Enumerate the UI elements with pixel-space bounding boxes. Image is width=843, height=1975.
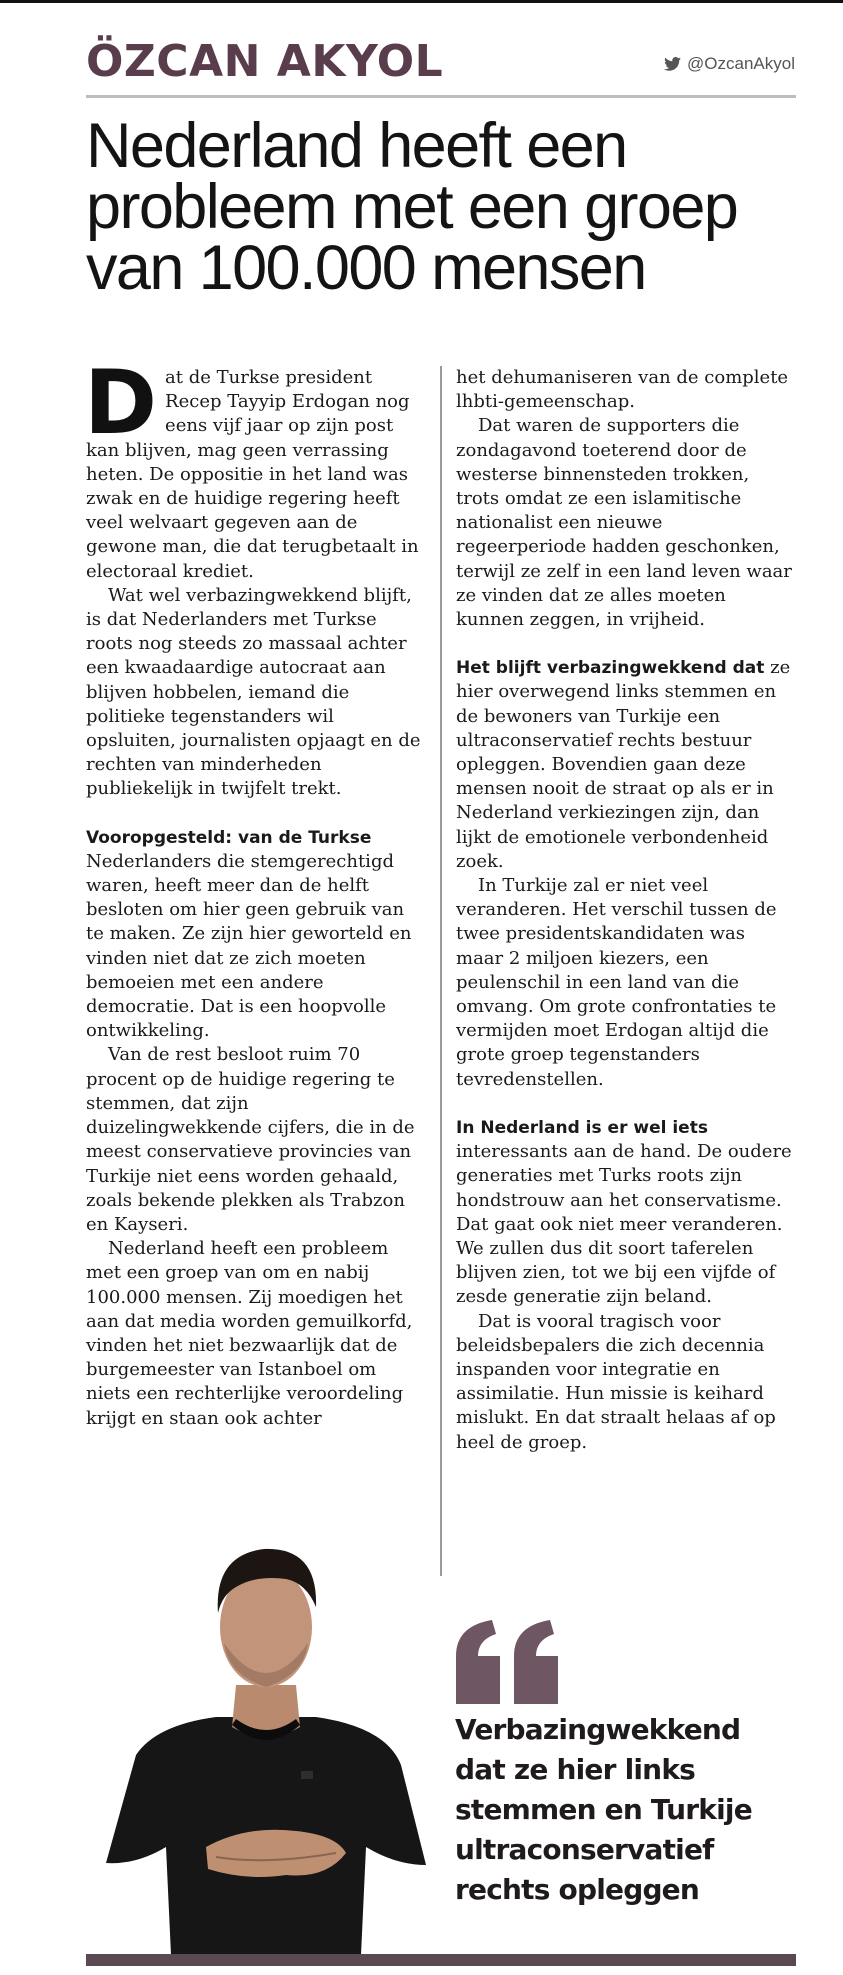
paragraph-text: at de Turkse president Recep Tayyip Erdogan nog eens vijf jaar op zijn post kan blijven, mag geen verrassing heten. De oppositie in het land was zwak en de huidige regering heeft veel welvaart gegeven aan de gewone man, die dat terugbetaalt in electoraal krediet. — [86, 367, 419, 582]
twitter-bird-icon — [664, 57, 681, 71]
article-column-left — [84, 351, 426, 1431]
pull-quote: Verbazingwekkend dat ze hier links stemmen en Turkije ultraconservatief rechts opleggen — [455, 1713, 752, 1906]
paragraph-text: ze hier overwegend links stemmen en de bewoners van Turkije een ultraconservatief rechts bestuur opleggen. Bovendien gaan deze mensen nooit de straat op als er in Nederland verkiezingen zijn, dan lijkt de emotionele verbondenheid zoek. — [456, 657, 791, 872]
article-paragraph: Dat is vooral tragisch voor beleidsbepalers die zich decennia inspanden voor integratie en assimilatie. Hun missie is keihard mislukt. En dat straalt helaas af op heel de groep. — [456, 1310, 776, 1453]
paragraph-text: Nederlanders die stemgerechtigd waren, heeft meer dan de helft besloten om hier geen gebruik van te maken. Ze zijn hier geworteld en vinden niet dat ze zich moeten bemoeien met een andere democratie. Dat is een hoopvolle ontwikkeling. — [86, 850, 412, 1042]
subhead-lead: In Nederland is er wel iets — [456, 1117, 708, 1138]
twitter-handle[interactable] — [664, 54, 795, 74]
article-paragraph — [86, 826, 426, 1044]
article-headline: Nederland heeft een probleem met een groep van 100.000 mensen — [86, 111, 738, 303]
quote-marks-icon — [452, 1620, 562, 1708]
twitter-handle-text: @OzcanAkyol — [687, 54, 795, 73]
columnist-portrait — [96, 1535, 436, 1955]
bottom-rule — [86, 1954, 796, 1966]
article-paragraph: Van de rest besloot ruim 70 procent op de huidige regering te stemmen, dat zijn duizelingwekkende cijfers, die in de meest conservatieve provincies van Turkije niet eens worden gehaald, zoals bekende plekken als Trabzon en Kayseri. — [86, 1044, 415, 1235]
article-paragraph — [84, 351, 426, 584]
column-divider — [440, 366, 442, 1576]
paragraph-text: interessants aan de hand. De oudere generaties met Turks roots zijn hondstrouw aan het conservatisme. Dat gaat ook niet meer veranderen. We zullen dus dit soort taferelen blijven zien, tot we bij een vijfde of zesde generatie zijn beland. — [456, 1141, 792, 1308]
article-paragraph: Dat waren de supporters die zondagavond toeterend door de westerse binnensteden trokken, trots omdat ze een islamitische nationalist een nieuwe regeerperiode hadden geschonken, terwijl ze zelf in een land leven waar ze vinden dat ze alles moeten kunnen zeggen, in vrijheid. — [456, 415, 792, 631]
article-paragraph: het dehumaniseren van de complete lhbti-gemeenschap. — [456, 367, 789, 413]
article-paragraph: Wat wel verbazingwekkend blijft, is dat Nederlanders met Turkse roots nog steeds zo massaal achter een kwaadaardige autocraat aan blijven hobbelen, iemand die politieke tegenstanders wil opsluiten, journalisten opjaagt en de rechten van minderheden publiekelijk in twijfelt trekt. — [86, 584, 421, 800]
drop-cap: D — [84, 351, 158, 454]
top-border — [0, 0, 843, 3]
article-column-right — [456, 366, 796, 1455]
article-paragraph: In Turkije zal er niet veel veranderen. Het verschil tussen de twee presidentskandidaten was maar 2 miljoen kiezers, een peulenschil in een land van die omvang. Om grote confrontaties te vermijden moet Erdogan altijd die grote groep tegenstanders tevredenstellen. — [456, 875, 777, 1090]
article-paragraph: Nederland heeft een probleem met een groep van om en nabij 100.000 mensen. Zij moedigen het aan dat media worden gemuilkorfd, vinden het niet bezwaarlijk dat de burgemeester van Istanboel om niets een rechterlijke veroordeling krijgt en staan ook achter — [86, 1238, 413, 1429]
subhead-lead: Vooropgesteld: van de Turkse — [86, 827, 372, 848]
article-paragraph — [456, 1116, 796, 1310]
columnist-name: ÖZCAN AKYOL — [86, 36, 444, 87]
subhead-lead: Het blijft verbazingwekkend dat — [456, 658, 765, 679]
article-paragraph — [456, 656, 796, 874]
header-rule — [86, 95, 796, 98]
